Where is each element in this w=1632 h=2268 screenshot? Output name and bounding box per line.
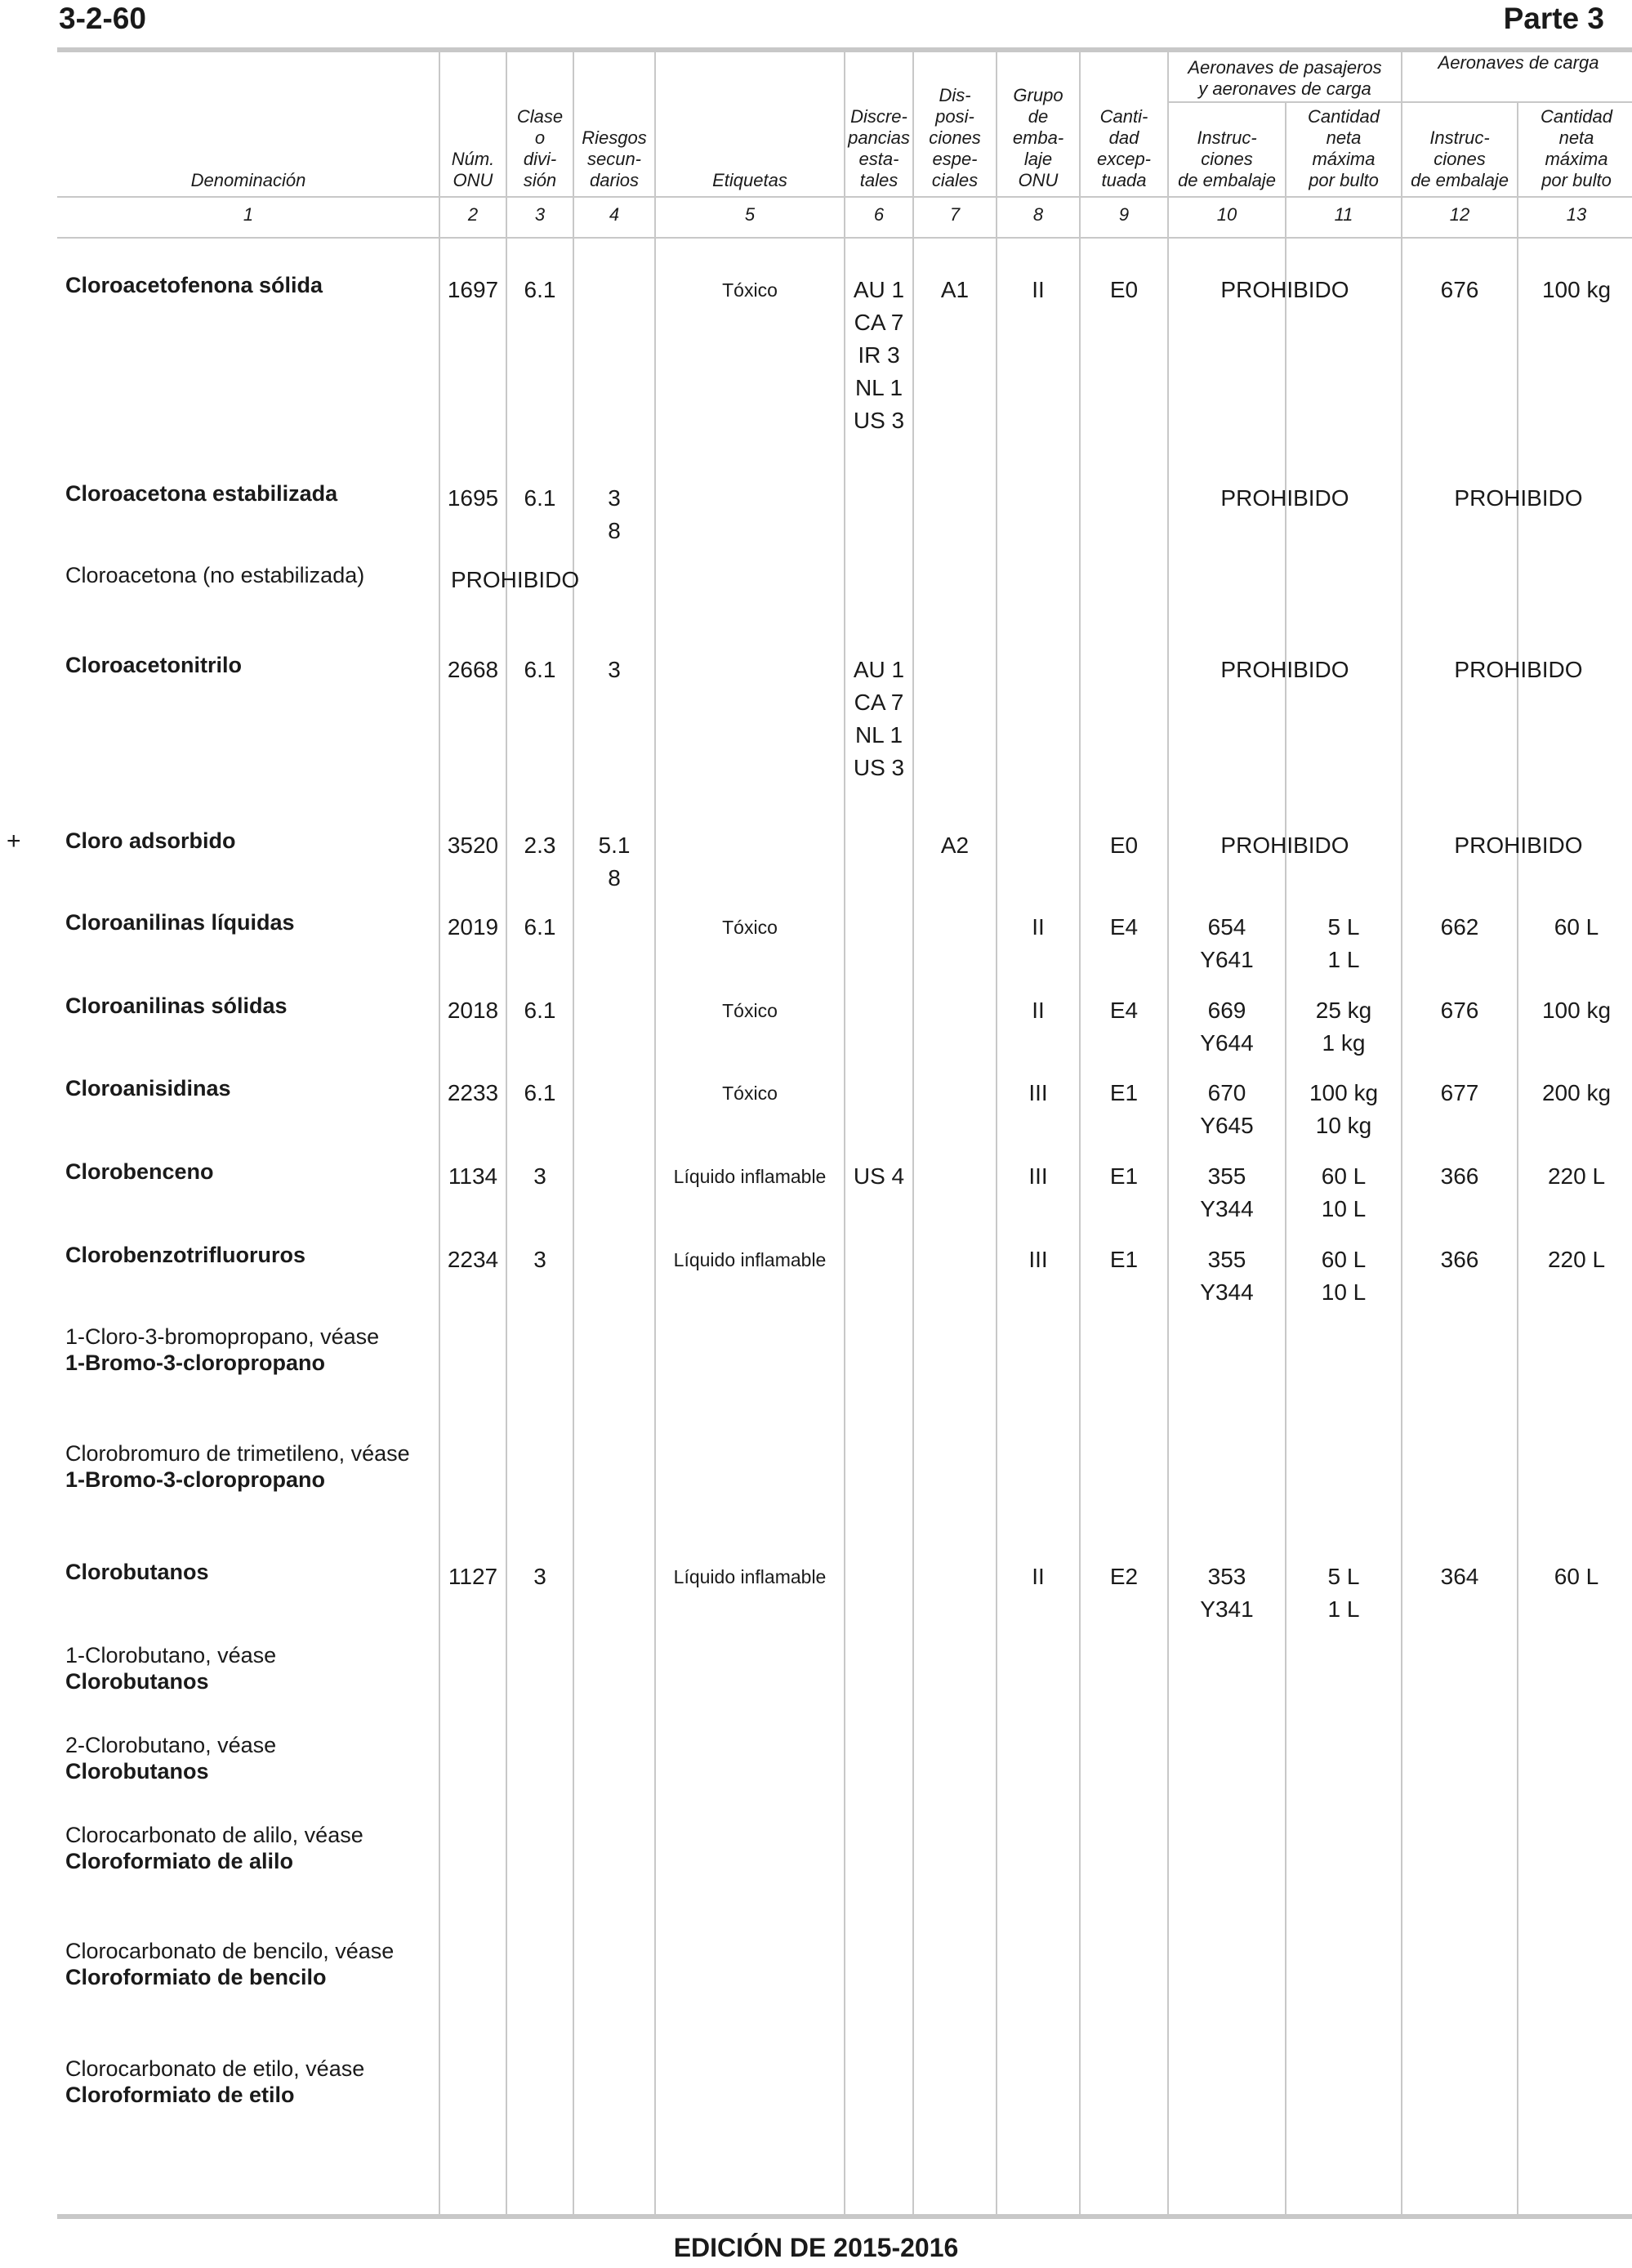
- edition-footer: EDICIÓN DE 2015-2016: [673, 2233, 959, 2262]
- entry-name: Cloroacetofenona sólida: [65, 273, 323, 297]
- cargo-prohibited: PROHIBIDO: [1454, 833, 1583, 858]
- excepted-quantity: E4: [1109, 998, 1139, 1023]
- packing-group: III: [1028, 1247, 1048, 1272]
- class-division: 3: [533, 1564, 546, 1589]
- pax-max-net-quantity: 5 L 1 L: [1327, 1564, 1360, 1622]
- hazard-label: Tóxico: [722, 279, 778, 301]
- cargo-max-net-quantity: 200 kg: [1541, 1080, 1612, 1105]
- column-header-7: Dis- posi- ciones espe- ciales: [929, 85, 981, 190]
- column-number-13: 13: [1566, 204, 1587, 225]
- column-header-13: Cantidad neta máxima por bulto: [1540, 106, 1613, 190]
- entry-name: Clorocarbonato de alilo, véase: [65, 1823, 363, 1847]
- column-header-12: Instruc- ciones de embalaje: [1411, 127, 1509, 190]
- group-header-passenger: Aeronaves de pasajeros y aeronaves de carga: [1188, 57, 1382, 99]
- pax-max-net-quantity: 100 kg 10 kg: [1309, 1080, 1379, 1138]
- pax-packing-instruction: 355 Y344: [1200, 1247, 1254, 1305]
- un-number: 2234: [447, 1247, 499, 1272]
- column-divider: [439, 49, 440, 2214]
- cargo-packing-instruction: 676: [1440, 998, 1479, 1023]
- excepted-quantity: E1: [1109, 1163, 1139, 1189]
- column-divider: [996, 49, 997, 2214]
- column-number-6: 6: [873, 204, 885, 225]
- pax-packing-instruction: 669 Y644: [1200, 998, 1254, 1056]
- un-number: 2668: [447, 657, 499, 682]
- class-division: 2.3: [524, 833, 556, 858]
- cargo-max-net-quantity: 100 kg: [1541, 998, 1612, 1023]
- pax-packing-instruction: 355 Y344: [1200, 1163, 1254, 1221]
- hazard-label: Líquido inflamable: [673, 1566, 827, 1587]
- class-division: 6.1: [524, 485, 556, 511]
- un-number: 2233: [447, 1080, 499, 1105]
- column-divider: [1517, 101, 1518, 2214]
- pax-max-net-quantity: 60 L 10 L: [1321, 1247, 1367, 1305]
- column-divider: [1285, 101, 1286, 2214]
- entry-name: Clorobutanos: [65, 1560, 209, 1584]
- column-header-9: Canti- dad excep- tuada: [1096, 106, 1152, 190]
- pax-prohibited: PROHIBIDO: [1220, 657, 1349, 682]
- un-number: 1695: [447, 485, 499, 511]
- hazard-label: Tóxico: [722, 1000, 778, 1021]
- pax-max-net-quantity: 60 L 10 L: [1321, 1163, 1367, 1221]
- column-header-8: Grupo de emba- laje ONU: [1012, 85, 1064, 190]
- excepted-quantity: E2: [1109, 1564, 1139, 1589]
- see-reference: Clorobutanos: [65, 1759, 209, 1784]
- cargo-packing-instruction: 364: [1440, 1564, 1479, 1589]
- excepted-quantity: E0: [1109, 833, 1139, 858]
- class-division: 6.1: [524, 998, 556, 1023]
- packing-group: III: [1028, 1080, 1048, 1105]
- packing-group: III: [1028, 1163, 1048, 1189]
- excepted-quantity: E1: [1109, 1080, 1139, 1105]
- hazard-label: Tóxico: [722, 1083, 778, 1104]
- cargo-max-net-quantity: 60 L: [1554, 914, 1599, 940]
- column-header-1: Denominación: [190, 170, 306, 190]
- subsidiary-risk: 3 8: [608, 485, 621, 543]
- column-number-9: 9: [1118, 204, 1130, 225]
- cargo-packing-instruction: 366: [1440, 1163, 1479, 1189]
- pax-packing-instruction: 353 Y341: [1200, 1564, 1254, 1622]
- packing-group: II: [1032, 1564, 1045, 1589]
- state-variations: AU 1 CA 7 NL 1 US 3: [853, 657, 905, 780]
- entry-name: Cloroanilinas sólidas: [65, 993, 288, 1018]
- entry-name: Clorocarbonato de bencilo, véase: [65, 1939, 395, 1963]
- entry-name: Cloroanisidinas: [65, 1076, 231, 1101]
- class-division: 6.1: [524, 277, 556, 302]
- column-divider: [506, 49, 507, 2214]
- state-variations: AU 1 CA 7 IR 3 NL 1 US 3: [853, 277, 905, 433]
- group-header-cargo: Aeronaves de carga: [1438, 52, 1599, 73]
- forbidden-status: PROHIBIDO: [451, 567, 580, 592]
- cargo-packing-instruction: 677: [1440, 1080, 1479, 1105]
- excepted-quantity: E4: [1109, 914, 1139, 940]
- cargo-max-net-quantity: 220 L: [1547, 1247, 1606, 1272]
- class-division: 6.1: [524, 1080, 556, 1105]
- see-reference: 1-Bromo-3-cloropropano: [65, 1351, 326, 1375]
- see-reference: Cloroformiato de bencilo: [65, 1965, 327, 1989]
- column-header-5: Etiquetas: [712, 170, 787, 190]
- excepted-quantity: E1: [1109, 1247, 1139, 1272]
- subsidiary-risk: 5.1 8: [598, 833, 631, 891]
- see-reference: Cloroformiato de alilo: [65, 1849, 294, 1873]
- column-header-11: Cantidad neta máxima por bulto: [1307, 106, 1380, 190]
- subsidiary-risk: 3: [608, 657, 621, 682]
- column-number-8: 8: [1032, 204, 1044, 225]
- class-division: 3: [533, 1163, 546, 1189]
- pax-prohibited: PROHIBIDO: [1220, 485, 1349, 511]
- un-number: 3520: [447, 833, 499, 858]
- column-number-12: 12: [1449, 204, 1470, 225]
- cargo-max-net-quantity: 220 L: [1547, 1163, 1606, 1189]
- pax-prohibited: PROHIBIDO: [1220, 833, 1349, 858]
- cargo-packing-instruction: 366: [1440, 1247, 1479, 1272]
- excepted-quantity: E0: [1109, 277, 1139, 302]
- cargo-prohibited: PROHIBIDO: [1454, 485, 1583, 511]
- column-number-5: 5: [744, 204, 756, 225]
- pax-prohibited: PROHIBIDO: [1220, 277, 1349, 302]
- special-provisions: A1: [940, 277, 970, 302]
- entry-name: 2-Clorobutano, véase: [65, 1733, 277, 1757]
- cargo-packing-instruction: 676: [1440, 277, 1479, 302]
- un-number: 2018: [447, 998, 499, 1023]
- state-variations: US 4: [853, 1163, 905, 1189]
- pax-max-net-quantity: 5 L 1 L: [1327, 914, 1360, 972]
- special-provisions: A2: [940, 833, 970, 858]
- see-reference: Clorobutanos: [65, 1669, 209, 1694]
- class-division: 6.1: [524, 657, 556, 682]
- packing-group: II: [1032, 914, 1045, 940]
- column-number-1: 1: [243, 204, 254, 225]
- see-reference: Cloroformiato de etilo: [65, 2083, 295, 2107]
- entry-name: Cloroacetona (no estabilizada): [65, 563, 365, 587]
- column-header-2: Núm. ONU: [451, 149, 495, 190]
- column-number-10: 10: [1216, 204, 1237, 225]
- un-number: 1697: [447, 277, 499, 302]
- column-number-2: 2: [467, 204, 479, 225]
- column-number-11: 11: [1334, 204, 1353, 225]
- entry-name: 1-Cloro-3-bromopropano, véase: [65, 1324, 380, 1349]
- un-number: 2019: [447, 914, 499, 940]
- entry-name: Clorobromuro de trimetileno, véase: [65, 1441, 410, 1466]
- column-header-4: Riesgos secun- darios: [582, 127, 647, 190]
- packing-group: II: [1032, 998, 1045, 1023]
- column-number-7: 7: [949, 204, 961, 225]
- column-divider: [1079, 49, 1081, 2214]
- un-number: 1134: [448, 1163, 498, 1189]
- pax-packing-instruction: 670 Y645: [1200, 1080, 1254, 1138]
- entry-name: Cloroanilinas líquidas: [65, 910, 295, 935]
- class-division: 3: [533, 1247, 546, 1272]
- page-number: 3-2-60: [59, 2, 146, 35]
- cargo-prohibited: PROHIBIDO: [1454, 657, 1583, 682]
- entry-name: Cloro adsorbido: [65, 828, 236, 853]
- packing-group: II: [1032, 277, 1045, 302]
- cargo-max-net-quantity: 100 kg: [1541, 277, 1612, 302]
- hazard-label: Líquido inflamable: [673, 1166, 827, 1187]
- column-number-4: 4: [609, 204, 620, 225]
- pax-max-net-quantity: 25 kg 1 kg: [1315, 998, 1372, 1056]
- entry-name: Clorobenceno: [65, 1159, 214, 1184]
- entry-name: 1-Clorobutano, véase: [65, 1643, 277, 1668]
- see-reference: 1-Bromo-3-cloropropano: [65, 1467, 326, 1492]
- hazard-label: Tóxico: [722, 917, 778, 938]
- part-title: Parte 3: [1503, 2, 1604, 35]
- revision-marker: +: [7, 828, 21, 855]
- cargo-max-net-quantity: 60 L: [1554, 1564, 1599, 1589]
- column-number-3: 3: [534, 204, 546, 225]
- column-divider: [573, 49, 574, 2214]
- un-number: 1127: [448, 1564, 498, 1589]
- entry-name: Clorobenzotrifluoruros: [65, 1243, 305, 1267]
- pax-packing-instruction: 654 Y641: [1200, 914, 1254, 972]
- cargo-packing-instruction: 662: [1440, 914, 1479, 940]
- hazard-label: Líquido inflamable: [673, 1249, 827, 1270]
- entry-name: Cloroacetona estabilizada: [65, 481, 338, 506]
- entry-name: Clorocarbonato de etilo, véase: [65, 2056, 365, 2081]
- column-divider: [654, 49, 656, 2214]
- bottom-rule-thick: [57, 2214, 1632, 2219]
- class-division: 6.1: [524, 914, 556, 940]
- entry-name: Cloroacetonitrilo: [65, 653, 243, 677]
- column-header-6: Discre- pancias esta- tales: [848, 106, 910, 190]
- column-header-3: Clase o divi- sión: [516, 106, 564, 190]
- column-header-10: Instruc- ciones de embalaje: [1178, 127, 1276, 190]
